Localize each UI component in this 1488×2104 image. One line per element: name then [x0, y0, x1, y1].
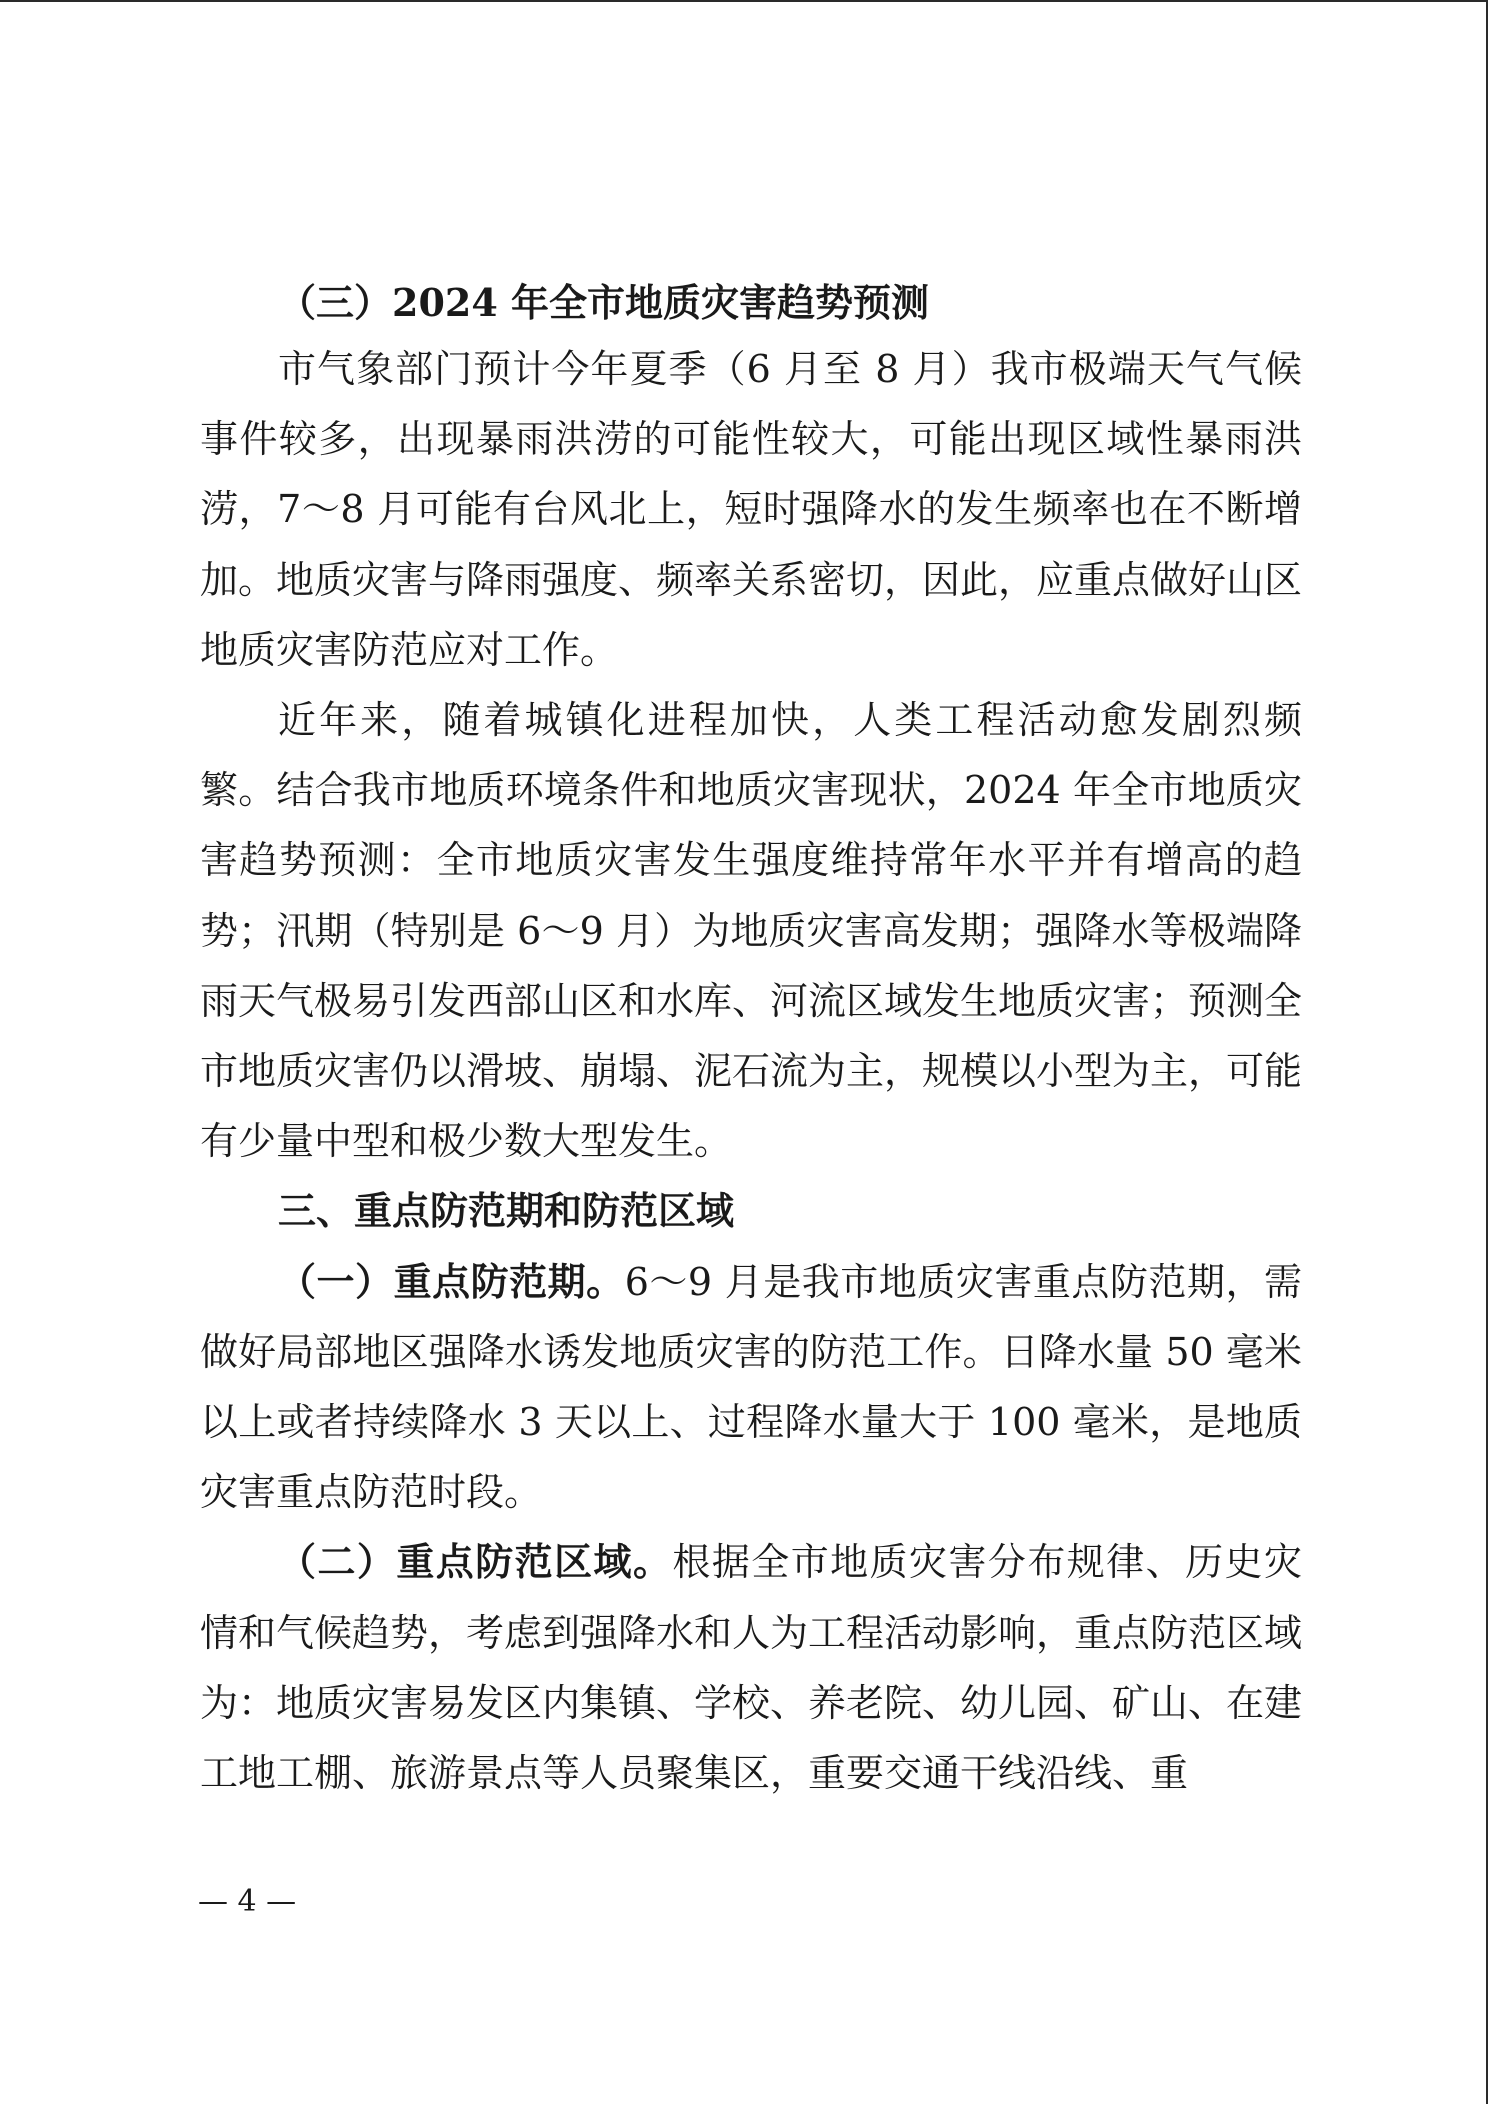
key-period-body: 6～9 月是我市地质灾害重点防范期，需做好局部地区强降水诱发地质灾害的防范工作。日降水量 50 毫米以上或者持续降水 3 天以上、过程降水量大于 100 毫米，是地质灾害重点防范时段。: [200, 1259, 1302, 1515]
key-area-lead: （二）重点防范区域。: [278, 1539, 673, 1585]
subsection-heading-forecast: （三）2024 年全市地质灾害趋势预测: [278, 280, 929, 325]
section-heading-prevention: 三、重点防范期和防范区域: [278, 1188, 735, 1234]
page-number: — 4 —: [198, 1884, 297, 1919]
key-period-lead: （一）重点防范期。: [278, 1258, 625, 1304]
page-border-top: [0, 0, 1488, 2]
key-area-body: 根据全市地质灾害分布规律、历史灾情和气候趋势，考虑到强降水和人为工程活动影响，重点防范区域为：地质灾害易发区内集镇、学校、养老院、幼儿园、矿山、在建工地工棚、旅游景点等人员聚集区，重要交通干线沿线、重: [200, 1540, 1303, 1796]
paragraph-key-period: [200, 1247, 1302, 1528]
paragraph-trend-forecast: 近年来，随着城镇化进程加快，人类工程活动愈发剧烈频繁。结合我市地质环境条件和地质灾害现状，2024 年全市地质灾害趋势预测：全市地质灾害发生强度维持常年水平并有增高的趋势；汛期（特别是 6～9 月）为地质灾害高发期；强降水等极端降雨天气极易引发西部山区和水库、河流区域发生地质灾害；预测全市地质灾害仍以滑坡、崩塌、泥石流为主，规模以小型为主，可能有少量中型和极少数大型发生。: [200, 698, 1303, 1164]
paragraph-key-area: [200, 1527, 1302, 1808]
document-body: [200, 272, 1302, 1808]
paragraph-weather-outlook: 市气象部门预计今年夏季（6 月至 8 月）我市极端天气气候事件较多，出现暴雨洪涝的可能性较大，可能出现区域性暴雨洪涝，7～8 月可能有台风北上，短时强降水的发生频率也在不断增加。地质灾害与降雨强度、频率关系密切，因此，应重点做好山区地质灾害防范应对工作。: [200, 347, 1303, 672]
